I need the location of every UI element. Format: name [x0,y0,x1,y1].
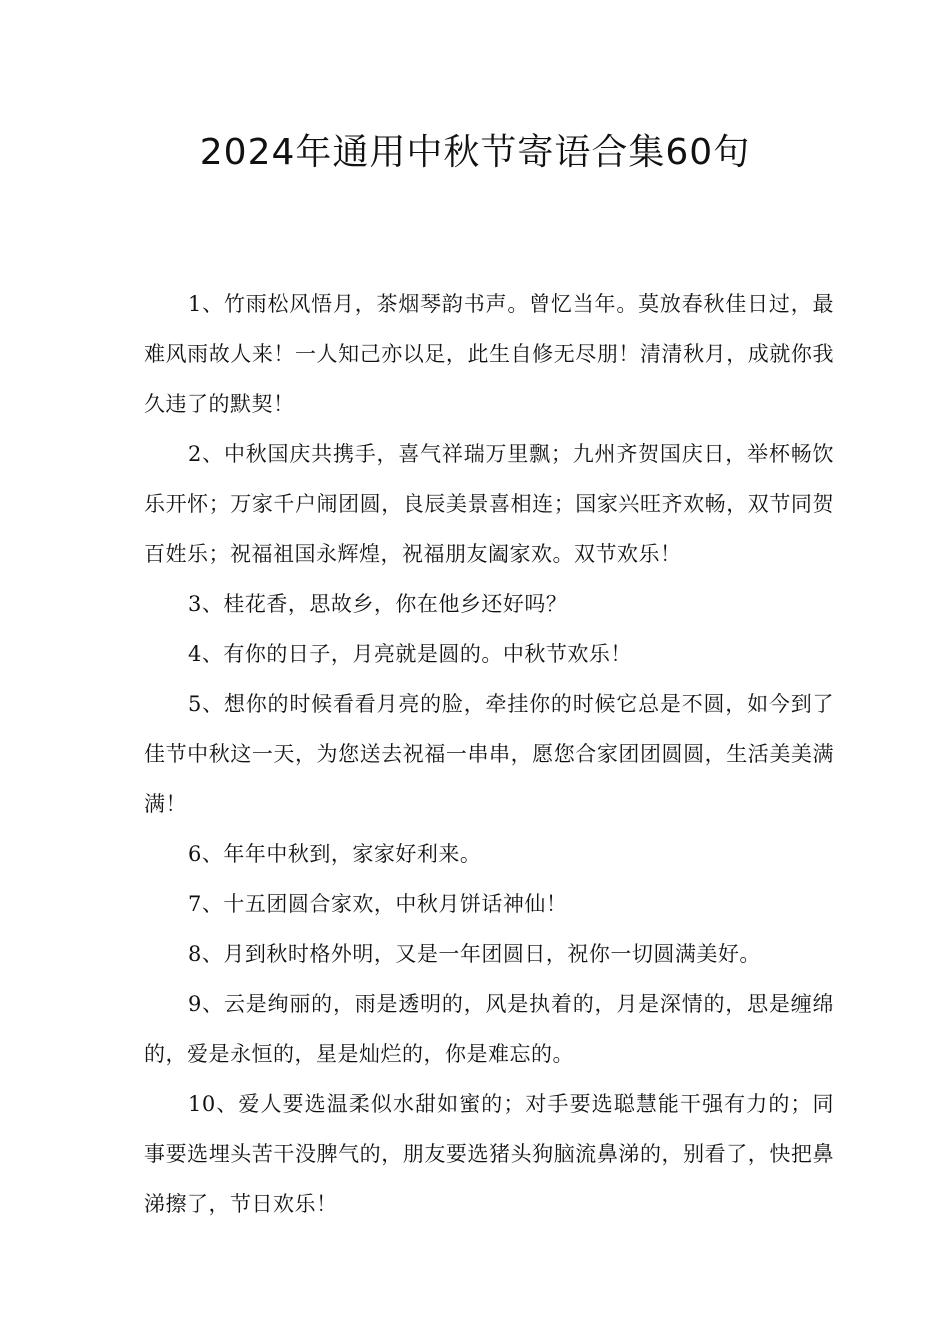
paragraph-10: 10、爱人要选温柔似水甜如蜜的；对手要选聪慧能干强有力的；同事要选埋头苦干没脾气的，朋友要选猪头狗脑流鼻涕的，别看了，快把鼻涕擦了，节日欢乐！ [144,1092,834,1216]
paragraph-8: 8、月到秋时格外明，又是一年团圆日，祝你一切圆满美好。 [188,942,761,966]
paragraph-7: 7、十五团圆合家欢，中秋月饼话神仙！ [188,892,568,916]
paragraph-3: 3、桂花香，思故乡，你在他乡还好吗？ [188,592,568,616]
paragraph-2: 2、中秋国庆共携手，喜气祥瑞万里飘；九州齐贺国庆日，举杯畅饮乐开怀；万家千户闹团圆，良辰美景喜相连；国家兴旺齐欢畅，双节同贺百姓乐；祝福祖国永辉煌，祝福朋友阖家欢。双节欢乐！ [144,442,834,566]
document-title: 2024年通用中秋节寄语合集60句 [199,132,751,173]
paragraph-5: 5、想你的时候看看月亮的脸，牵挂你的时候它总是不圆，如今到了佳节中秋这一天，为您送去祝福一串串，愿您合家团团圆圆，生活美美满满！ [144,692,834,816]
document-body [144,279,834,1229]
paragraph-6: 6、年年中秋到，家家好利来。 [188,842,482,866]
paragraph-1: 1、竹雨松风悟月，茶烟琴韵书声。曾忆当年。莫放春秋佳日过，最难风雨故人来！一人知己亦以足，此生自修无尽朋！清清秋月，成就你我久违了的默契！ [144,292,834,416]
paragraph-9: 9、云是绚丽的，雨是透明的，风是执着的，月是深情的，思是缠绵的，爱是永恒的，星是灿烂的，你是难忘的。 [144,992,834,1066]
paragraph-4: 4、有你的日子，月亮就是圆的。中秋节欢乐！ [188,642,632,666]
